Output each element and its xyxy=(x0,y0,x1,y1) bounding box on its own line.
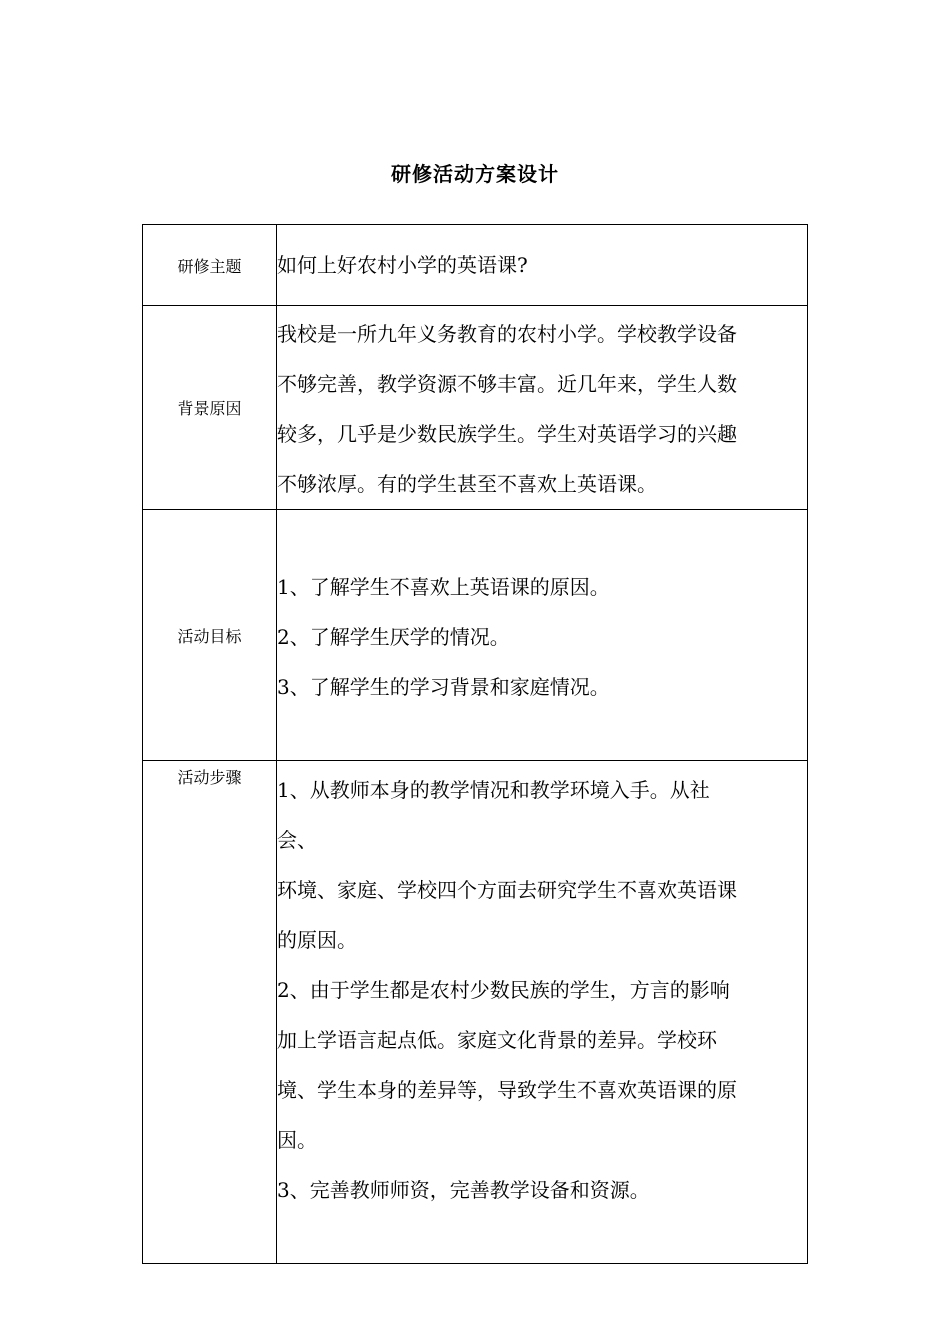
table-row-background xyxy=(143,306,808,510)
topic-label: 研修主题 xyxy=(143,225,277,306)
table-row-topic xyxy=(143,225,808,306)
goal-item: 1、了解学生不喜欢上英语课的原因。 xyxy=(277,575,610,599)
goal-item: 3、了解学生的学习背景和家庭情况。 xyxy=(277,675,610,699)
step-line: 2、由于学生都是农村少数民族的学生，方言的影响 xyxy=(277,978,730,1002)
topic-content xyxy=(277,225,808,306)
steps-content xyxy=(277,761,808,1264)
steps-label: 活动步骤 xyxy=(143,761,277,1264)
step-line: 会、 xyxy=(277,828,317,852)
step-line: 1、从教师本身的教学情况和教学环境入手。从社 xyxy=(277,778,710,802)
page-title: 研修活动方案设计 xyxy=(391,162,559,186)
step-line: 3、完善教师师资，完善教学设备和资源。 xyxy=(277,1178,650,1202)
background-line: 我校是一所九年义务教育的农村小学。学校教学设备 xyxy=(277,322,737,346)
plan-table xyxy=(142,224,808,1264)
table-row-steps xyxy=(143,761,808,1264)
background-line: 较多，几乎是少数民族学生。学生对英语学习的兴趣 xyxy=(277,422,737,446)
background-line: 不够浓厚。有的学生甚至不喜欢上英语课。 xyxy=(277,472,657,496)
background-label: 背景原因 xyxy=(143,306,277,510)
step-line: 的原因。 xyxy=(277,928,357,952)
step-line: 加上学语言起点低。家庭文化背景的差异。学校环 xyxy=(277,1028,717,1052)
step-line: 环境、家庭、学校四个方面去研究学生不喜欢英语课 xyxy=(277,878,737,902)
goals-content xyxy=(277,510,808,761)
background-content xyxy=(277,306,808,510)
background-line: 不够完善，教学资源不够丰富。近几年来，学生人数 xyxy=(277,372,737,396)
step-line: 境、学生本身的差异等，导致学生不喜欢英语课的原 xyxy=(277,1078,737,1102)
goals-label: 活动目标 xyxy=(143,510,277,761)
step-line: 因。 xyxy=(277,1128,317,1152)
topic-text: 如何上好农村小学的英语课? xyxy=(277,253,528,277)
table-row-goals xyxy=(143,510,808,761)
goal-item: 2、了解学生厌学的情况。 xyxy=(277,625,510,649)
